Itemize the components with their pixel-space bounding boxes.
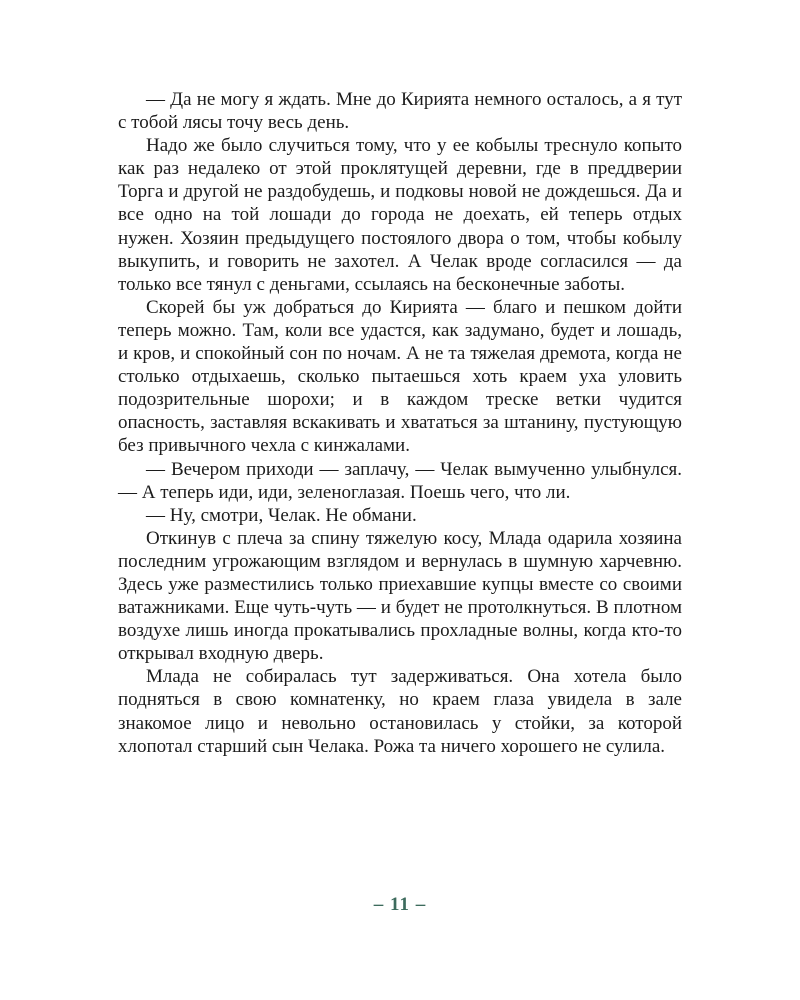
paragraph-4: — Вечером приходи — заплачу, — Челак вымученно улыбнулся. — А теперь иди, иди, зеленоглазая. Поешь чего, что ли. <box>118 458 682 503</box>
paragraph-6: Откинув с плеча за спину тяжелую косу, Млада одарила хозяина последним угрожающим взглядом и вернулась в шумную харчевню. Здесь уже разместились только приехавшие купцы вместе со своими ватажниками. Еще чуть-чуть — и будет не протолкнуться. В плотном воздухе лишь иногда прокатывались прохладные волны, когда кто-то открывал входную дверь. <box>118 527 682 665</box>
paragraph-1: — Да не могу я ждать. Мне до Кирията немного осталось, а я тут с тобой лясы точу весь день. <box>118 89 682 134</box>
page-number: – 11 – <box>373 894 427 915</box>
paragraph-2: Надо же было случиться тому, что у ее кобылы треснуло копыто как раз недалеко от этой проклятущей деревни, где в преддверии Торга и другой не раздобудешь, и подковы новой не дождешься. Да и все одно на той лошади до города не доехать, ей теперь отдых нужен. Хозяин предыдущего постоялого двора о том, чтобы кобылу выкупить, и говорить не захотел. А Челак вроде согласился — да только все тянул с деньгами, ссылаясь на бесконечные заботы. <box>118 135 682 295</box>
paragraph-7: Млада не собиралась тут задерживаться. Она хотела было подняться в свою комнатенку, но краем глаза увидела в зале знакомое лицо и невольно остановилась у стойки, за которой хлопотал старший сын Челака. Рожа та ничего хорошего не сулила. <box>118 666 682 757</box>
body-text <box>118 88 682 758</box>
paragraph-5: — Ну, смотри, Челак. Не обмани. <box>146 504 417 526</box>
paragraph-3: Скорей бы уж добраться до Кирията — благо и пешком дойти теперь можно. Там, коли все удастся, как задумано, будет и лошадь, и кров, и спокойный сон по ночам. А не та тяжелая дремота, когда не столько отдыхаешь, сколько пытаешься хоть краем уха уловить подозрительные шорохи; и в каждом треске ветки чудится опасность, заставляя вскакивать и хвататься за штанину, пустующую без привычного чехла с кинжалами. <box>118 296 682 457</box>
